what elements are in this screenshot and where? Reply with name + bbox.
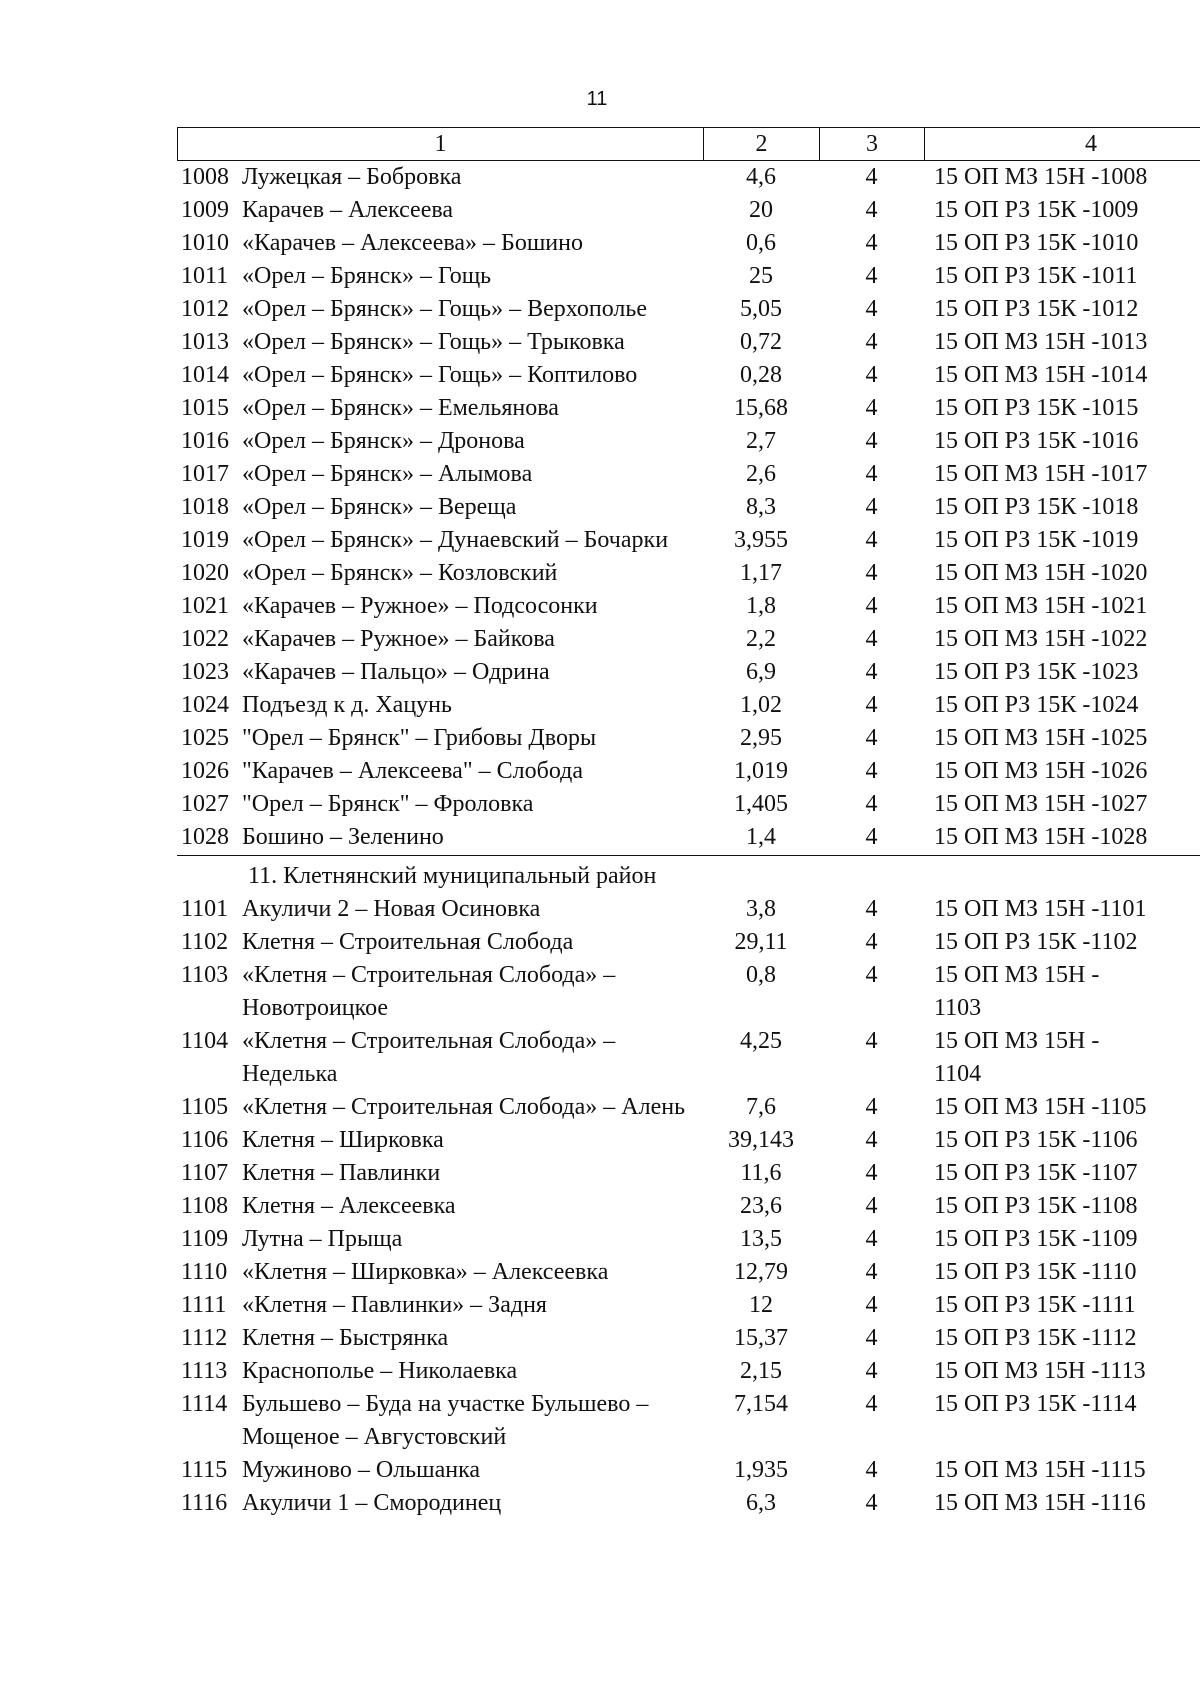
road-number: 1102 — [181, 929, 229, 955]
road-code: 15 ОП РЗ 15К -1024 — [934, 692, 1139, 718]
road-category: 4 — [865, 329, 878, 355]
road-number: 1023 — [181, 659, 229, 685]
road-code: 15 ОП РЗ 15К -1010 — [934, 230, 1139, 256]
road-code: 15 ОП РЗ 15К -1108 — [934, 1193, 1138, 1219]
road-name: «Клетня – Ширковка» – Алексеевка — [242, 1259, 609, 1285]
road-length: 2,95 — [740, 725, 782, 751]
road-length: 15,68 — [734, 395, 788, 421]
road-category: 4 — [865, 461, 878, 487]
road-code: 15 ОП МЗ 15Н -1017 — [934, 461, 1148, 487]
road-length: 1,02 — [740, 692, 782, 718]
section-spacer — [177, 860, 240, 893]
section-title: 11. Клетнянский муниципальный район — [248, 863, 657, 889]
table-row — [177, 821, 1200, 854]
road-code: 15 ОП РЗ 15К -1106 — [934, 1127, 1138, 1153]
road-name: «Клетня – Строительная Слобода» – Неделька — [242, 1028, 616, 1087]
table-row — [177, 1289, 1200, 1322]
road-number: 1009 — [181, 197, 229, 223]
road-category: 4 — [865, 1490, 878, 1516]
road-length: 2,6 — [746, 461, 776, 487]
road-number: 1025 — [181, 725, 229, 751]
road-code: 15 ОП МЗ 15Н -1116 — [934, 1490, 1146, 1516]
road-code: 15 ОП МЗ 15Н - 1104 — [934, 1028, 1100, 1087]
road-category: 4 — [865, 527, 878, 553]
table-row — [177, 1190, 1200, 1223]
road-name: Клетня – Алексеевка — [242, 1193, 456, 1219]
road-category: 4 — [865, 362, 878, 388]
road-code: 15 ОП МЗ 15Н -1014 — [934, 362, 1148, 388]
road-length: 13,5 — [740, 1226, 782, 1252]
table-row — [177, 557, 1200, 590]
road-category: 4 — [865, 1160, 878, 1186]
road-number: 1112 — [181, 1325, 228, 1351]
road-code: 15 ОП МЗ 15Н -1008 — [934, 164, 1148, 190]
road-category: 4 — [865, 593, 878, 619]
table-row — [177, 326, 1200, 359]
road-code: 15 ОП МЗ 15Н -1101 — [934, 896, 1147, 922]
road-code: 15 ОП РЗ 15К -1109 — [934, 1226, 1138, 1252]
road-name: «Клетня – Павлинки» – Задня — [242, 1292, 547, 1318]
road-name: Клетня – Павлинки — [242, 1160, 441, 1186]
road-category: 4 — [865, 560, 878, 586]
road-length: 25 — [749, 263, 773, 289]
road-category: 4 — [865, 494, 878, 520]
road-category: 4 — [865, 428, 878, 454]
road-code: 15 ОП РЗ 15К -1009 — [934, 197, 1139, 223]
road-name: «Орел – Брянск» – Емельянова — [242, 395, 559, 421]
road-length: 1,019 — [734, 758, 788, 784]
road-length: 1,4 — [746, 824, 776, 850]
road-name: "Карачев – Алексеева" – Слобода — [242, 758, 583, 784]
road-code: 15 ОП МЗ 15Н -1022 — [934, 626, 1148, 652]
road-code: 15 ОП РЗ 15К -1114 — [934, 1391, 1137, 1417]
table-row — [177, 1355, 1200, 1388]
road-number: 1115 — [181, 1457, 228, 1483]
table-row — [177, 491, 1200, 524]
road-length: 1,405 — [734, 791, 788, 817]
road-length: 12,79 — [734, 1259, 788, 1285]
road-name: Акуличи 2 – Новая Осиновка — [242, 896, 541, 922]
road-number: 1015 — [181, 395, 229, 421]
road-name: «Карачев – Ружное» – Подсосонки — [242, 593, 598, 619]
road-code: 15 ОП МЗ 15Н -1026 — [934, 758, 1148, 784]
table-row — [177, 755, 1200, 788]
table-body — [177, 161, 1200, 1520]
road-length: 23,6 — [740, 1193, 782, 1219]
road-category: 4 — [865, 1226, 878, 1252]
table-row — [177, 1157, 1200, 1190]
road-code: 15 ОП МЗ 15Н -1115 — [934, 1457, 1146, 1483]
road-code: 15 ОП МЗ 15Н -1027 — [934, 791, 1148, 817]
road-length: 0,72 — [740, 329, 782, 355]
table-row — [177, 458, 1200, 491]
road-number: 1101 — [181, 896, 229, 922]
road-name: «Клетня – Строительная Слобода» – Алень — [242, 1094, 686, 1120]
road-length: 6,3 — [746, 1490, 776, 1516]
road-length: 5,05 — [740, 296, 782, 322]
road-category: 4 — [865, 626, 878, 652]
road-category: 4 — [865, 1457, 878, 1483]
road-name: Подъезд к д. Хацунь — [242, 692, 452, 718]
road-code: 15 ОП МЗ 15Н -1025 — [934, 725, 1148, 751]
road-code: 15 ОП РЗ 15К -1016 — [934, 428, 1139, 454]
road-code: 15 ОП РЗ 15К -1110 — [934, 1259, 1137, 1285]
road-category: 4 — [865, 1094, 878, 1120]
road-code: 15 ОП РЗ 15К -1107 — [934, 1160, 1138, 1186]
road-number: 1116 — [181, 1490, 228, 1516]
road-name: Бульшево – Буда на участке Бульшево – Мощеное – Августовский — [242, 1391, 649, 1450]
road-number: 1111 — [181, 1292, 227, 1318]
road-name: «Орел – Брянск» – Алымова — [242, 461, 533, 487]
road-category: 4 — [865, 197, 878, 223]
road-category: 4 — [865, 659, 878, 685]
road-length: 2,2 — [746, 626, 776, 652]
road-category: 4 — [865, 263, 878, 289]
road-code: 15 ОП МЗ 15Н -1113 — [934, 1358, 1146, 1384]
table-row — [177, 1223, 1200, 1256]
table-row — [177, 260, 1200, 293]
table-header — [177, 127, 1200, 161]
road-number: 1106 — [181, 1127, 229, 1153]
road-number: 1021 — [181, 593, 229, 619]
road-code: 15 ОП МЗ 15Н -1021 — [934, 593, 1148, 619]
road-name: "Орел – Брянск" – Грибовы Дворы — [242, 725, 597, 751]
table-row — [177, 392, 1200, 425]
road-category: 4 — [865, 962, 878, 988]
road-name: «Орел – Брянск» – Гощь» – Верхополье — [242, 296, 647, 322]
road-name: «Орел – Брянск» – Гощь» – Коптилово — [242, 362, 638, 388]
table-row — [177, 194, 1200, 227]
table-row — [177, 161, 1200, 194]
road-length: 8,3 — [746, 494, 776, 520]
road-number: 1022 — [181, 626, 229, 652]
table-row — [177, 1124, 1200, 1157]
road-length: 3,8 — [746, 896, 776, 922]
road-length: 29,11 — [734, 929, 788, 955]
table-row — [177, 524, 1200, 557]
road-length: 4,25 — [740, 1028, 782, 1054]
road-number: 1024 — [181, 692, 229, 718]
road-name: Бошино – Зеленино — [242, 824, 444, 850]
table-row — [177, 1322, 1200, 1355]
road-length: 6,9 — [746, 659, 776, 685]
road-length: 0,6 — [746, 230, 776, 256]
road-length: 1,8 — [746, 593, 776, 619]
road-name: Клетня – Строительная Слобода — [242, 929, 574, 955]
road-number: 1018 — [181, 494, 229, 520]
road-name: Клетня – Быстрянка — [242, 1325, 449, 1351]
road-number: 1014 — [181, 362, 229, 388]
road-name: «Орел – Брянск» – Гощь» – Трыковка — [242, 329, 625, 355]
road-code: 15 ОП МЗ 15Н -1105 — [934, 1094, 1147, 1120]
road-code: 15 ОП РЗ 15К -1018 — [934, 494, 1139, 520]
road-length: 2,7 — [746, 428, 776, 454]
road-category: 4 — [865, 758, 878, 784]
road-number: 1104 — [181, 1028, 229, 1054]
road-code: 15 ОП РЗ 15К -1023 — [934, 659, 1139, 685]
road-number: 1017 — [181, 461, 229, 487]
table-row — [177, 425, 1200, 458]
road-category: 4 — [865, 296, 878, 322]
road-category: 4 — [865, 1259, 878, 1285]
road-code: 15 ОП РЗ 15К -1111 — [934, 1292, 1136, 1318]
table-row — [177, 359, 1200, 392]
road-number: 1012 — [181, 296, 229, 322]
road-category: 4 — [865, 395, 878, 421]
road-name: Лужецкая – Бобровка — [242, 164, 462, 190]
road-length: 2,15 — [740, 1358, 782, 1384]
road-number: 1103 — [181, 962, 229, 988]
road-category: 4 — [865, 692, 878, 718]
road-code: 15 ОП РЗ 15К -1011 — [934, 263, 1138, 289]
road-code: 15 ОП МЗ 15Н -1028 — [934, 824, 1148, 850]
road-code: 15 ОП РЗ 15К -1012 — [934, 296, 1139, 322]
table-row — [177, 293, 1200, 326]
road-number: 1008 — [181, 164, 229, 190]
road-length: 4,6 — [746, 164, 776, 190]
table-row — [177, 227, 1200, 260]
road-category: 4 — [865, 1391, 878, 1417]
road-name: «Орел – Брянск» – Дунаевский – Бочарки — [242, 527, 669, 553]
road-category: 4 — [865, 1127, 878, 1153]
road-length: 20 — [749, 197, 773, 223]
road-category: 4 — [865, 1292, 878, 1318]
road-name: «Карачев – Пальцо» – Одрина — [242, 659, 550, 685]
road-length: 7,6 — [746, 1094, 776, 1120]
road-code: 15 ОП МЗ 15Н -1020 — [934, 560, 1148, 586]
road-name: «Орел – Брянск» – Вереща — [242, 494, 517, 520]
road-number: 1026 — [181, 758, 229, 784]
road-number: 1114 — [181, 1391, 228, 1417]
page-number: 11 — [586, 88, 608, 110]
road-number: 1011 — [181, 263, 229, 289]
section-divider — [177, 855, 1200, 856]
road-category: 4 — [865, 1193, 878, 1219]
table-row — [177, 722, 1200, 755]
road-name: Карачев – Алексеева — [242, 197, 454, 223]
road-length: 3,955 — [734, 527, 788, 553]
road-number: 1016 — [181, 428, 229, 454]
road-length: 1,17 — [740, 560, 782, 586]
table-row — [177, 788, 1200, 821]
road-name: Краснополье – Николаевка — [242, 1358, 518, 1384]
road-category: 4 — [865, 824, 878, 850]
road-length: 7,154 — [734, 1391, 788, 1417]
road-name: «Карачев – Ружное» – Байкова — [242, 626, 555, 652]
column-header-1: 1 — [178, 128, 704, 160]
road-number: 1013 — [181, 329, 229, 355]
road-category: 4 — [865, 1325, 878, 1351]
road-category: 4 — [865, 230, 878, 256]
road-code: 15 ОП РЗ 15К -1112 — [934, 1325, 1137, 1351]
road-number: 1108 — [181, 1193, 229, 1219]
road-number: 1113 — [181, 1358, 228, 1384]
road-category: 4 — [865, 929, 878, 955]
table-row — [177, 959, 1200, 1025]
road-number: 1020 — [181, 560, 229, 586]
road-code: 15 ОП МЗ 15Н - 1103 — [934, 962, 1100, 1021]
road-number: 1107 — [181, 1160, 229, 1186]
road-category: 4 — [865, 791, 878, 817]
table-row — [177, 1091, 1200, 1124]
road-length: 0,8 — [746, 962, 776, 988]
road-name: «Карачев – Алексеева» – Бошино — [242, 230, 583, 256]
road-length: 39,143 — [728, 1127, 794, 1153]
road-length: 12 — [749, 1292, 773, 1318]
road-code: 15 ОП РЗ 15К -1015 — [934, 395, 1139, 421]
table-row — [177, 623, 1200, 656]
road-name: "Орел – Брянск" – Фроловка — [242, 791, 534, 817]
road-number: 1110 — [181, 1259, 228, 1285]
table-row — [177, 1487, 1200, 1520]
section-heading-row — [177, 860, 1200, 893]
road-category: 4 — [865, 725, 878, 751]
table-row — [177, 1454, 1200, 1487]
table-row — [177, 1388, 1200, 1454]
road-number: 1105 — [181, 1094, 229, 1120]
road-number: 1109 — [181, 1226, 229, 1252]
road-category: 4 — [865, 1358, 878, 1384]
column-header-2: 2 — [704, 128, 820, 160]
road-number: 1010 — [181, 230, 229, 256]
table-row — [177, 1025, 1200, 1091]
road-name: Мужиново – Ольшанка — [242, 1457, 481, 1483]
table-row — [177, 689, 1200, 722]
road-code: 15 ОП МЗ 15Н -1013 — [934, 329, 1148, 355]
road-length: 0,28 — [740, 362, 782, 388]
road-length: 15,37 — [734, 1325, 788, 1351]
road-number: 1027 — [181, 791, 229, 817]
road-category: 4 — [865, 1028, 878, 1054]
road-name: «Орел – Брянск» – Козловский — [242, 560, 558, 586]
road-name: Клетня – Ширковка — [242, 1127, 444, 1153]
column-header-4: 4 — [1085, 131, 1097, 157]
road-name: «Орел – Брянск» – Дронова — [242, 428, 525, 454]
column-header-3: 3 — [820, 128, 925, 160]
table-row — [177, 1256, 1200, 1289]
road-length: 1,935 — [734, 1457, 788, 1483]
road-length: 11,6 — [740, 1160, 782, 1186]
road-category: 4 — [865, 164, 878, 190]
table-row — [177, 893, 1200, 926]
road-number: 1019 — [181, 527, 229, 553]
road-name: Акуличи 1 – Смородинец — [242, 1490, 502, 1516]
table-row — [177, 590, 1200, 623]
road-name: Лутна – Прыща — [242, 1226, 403, 1252]
road-code: 15 ОП РЗ 15К -1102 — [934, 929, 1138, 955]
table-row — [177, 656, 1200, 689]
road-name: «Клетня – Строительная Слобода» – Новотроицкое — [242, 962, 616, 1021]
road-number: 1028 — [181, 824, 229, 850]
road-code: 15 ОП РЗ 15К -1019 — [934, 527, 1139, 553]
road-name: «Орел – Брянск» – Гощь — [242, 263, 492, 289]
table-row — [177, 926, 1200, 959]
road-category: 4 — [865, 896, 878, 922]
